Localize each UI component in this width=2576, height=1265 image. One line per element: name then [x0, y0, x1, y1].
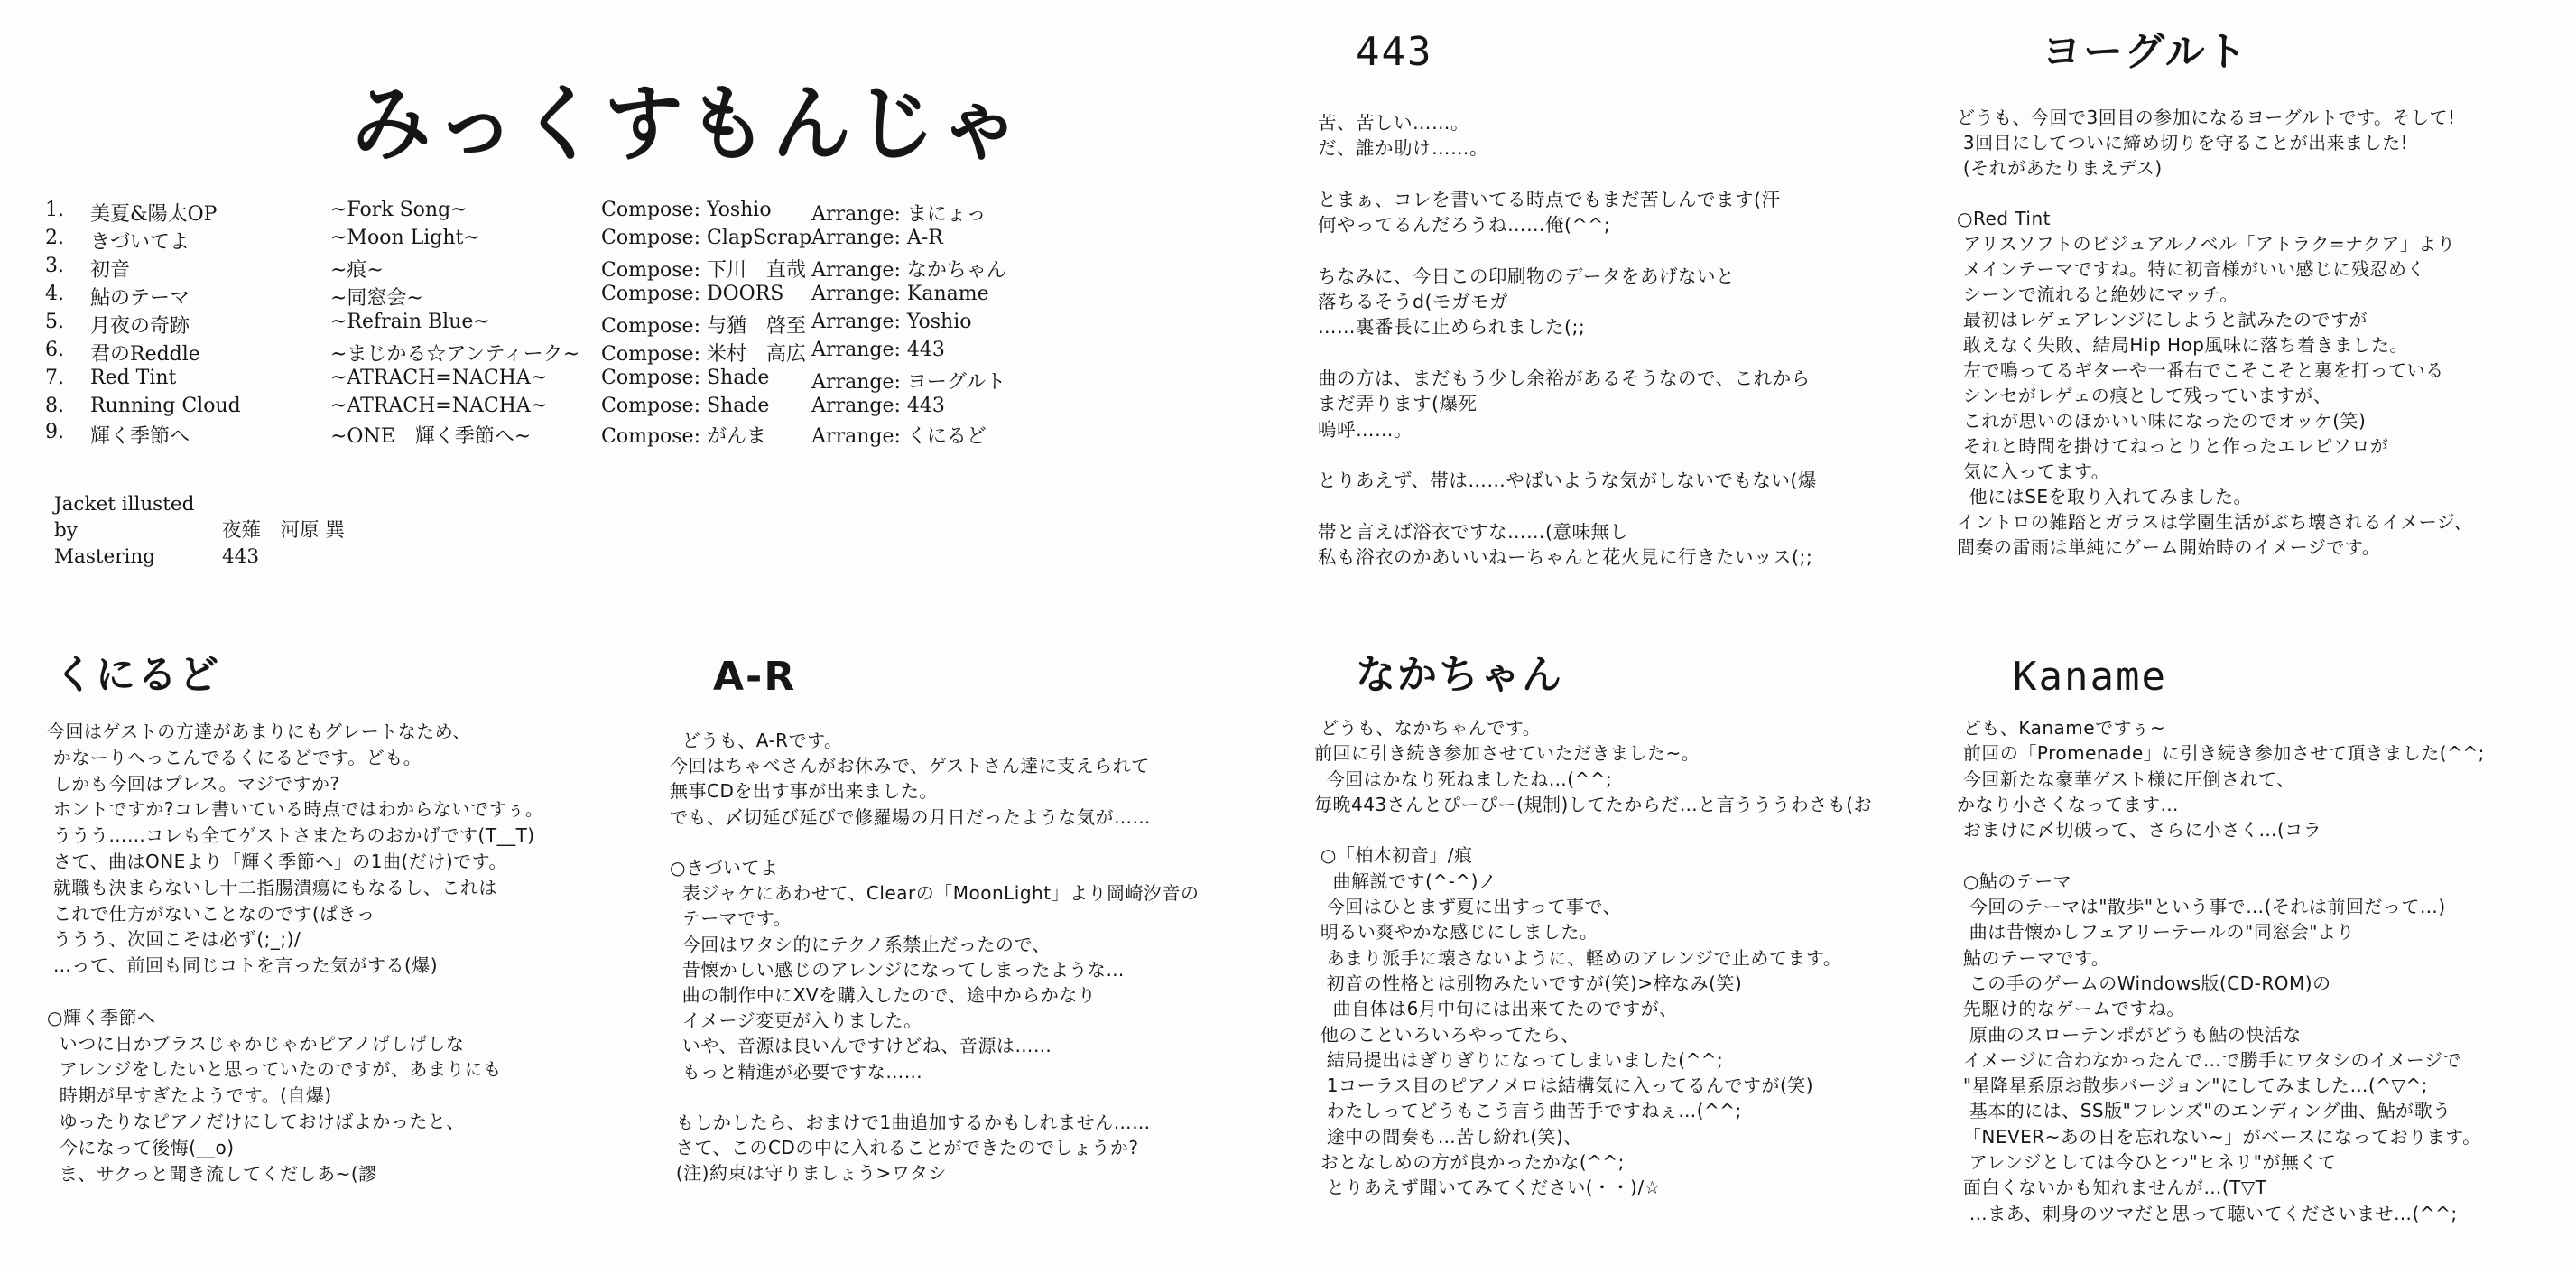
track-number: 6.: [45, 339, 64, 361]
track-title: Running Cloud: [90, 395, 241, 417]
section-body-yogurt: どうも、今回で3回目の参加になるヨーグルトです。そして! 3回目にしてついに締め切りを守ることが出来ました! (それがあたりまえデス) ○Red Tint アリスソフトのビジュアルノベル「アトラク=ナクア」より メインテーマですね。特に初音様がいい感じに残忍めく シーンで流れると絶妙にマッチ。 最初はレゲェアレンジにしようと試みたのですが 敢えなく失敗、結局Hip Hop風味に落ち着きました。 左で鳴ってるギターや一番右でこそこそと裏を打っている シンセがレゲェの痕として残っていますが、 これが思いのほかいい味になったのでオッケ(笑) それと時間を掛けてねっとりと作ったエレピソロが 気に入ってます。 他にはSEを取り入れてみました。 イントロの雑踏とガラスは学園生活がぶち壊されるイメージ、 間奏の雷雨は単純にゲーム開始時のイメージです。: [1957, 107, 2473, 558]
track-source: ~ATRACH=NACHA~: [330, 395, 548, 417]
track-arranger: Arrange: A-R: [811, 227, 943, 249]
track-composer: Compose: 米村 高広: [601, 343, 806, 366]
track-number: 3.: [45, 255, 64, 277]
jacket-value: 夜薙 河原 巽: [222, 519, 345, 542]
track-composer: Compose: ClapScrap: [601, 227, 812, 249]
track-row: [45, 421, 1006, 449]
track-row: [45, 283, 1006, 311]
track-composer: Compose: 下川 直哉: [601, 259, 806, 282]
track-arranger: Arrange: なかちゃん: [811, 259, 1006, 282]
mastering-label: Mastering: [54, 545, 155, 568]
track-arranger: Arrange: 443: [811, 395, 945, 417]
track-source: ~Moon Light~: [330, 227, 480, 249]
track-number: 8.: [45, 395, 64, 417]
track-row: [45, 255, 1006, 283]
track-row: [45, 367, 1006, 395]
mastering-value: 443: [222, 545, 260, 568]
track-number: 5.: [45, 311, 64, 333]
track-source: ~痕~: [330, 259, 384, 282]
section-body-ar: どうも、A-Rです。 今回はちゃべさんがお休みで、ゲストさん達に支えられて 無事CDを出す事が出来ました。 でも、〆切延び延びで修羅場の月日だったような気が…… ○きづいてよ 表ジャケにあわせて、Clearの「MoonLight」より岡崎汐音の テーマです。 今回はワタシ的にテクノ系禁止だったので、 昔懐かしい感じのアレンジになってしまったような… 曲の制作中にXVを購入したので、途中からかなり イメージ変更が入りました。 いや、音源は良いんですけどね、音源は…… もっと精進が必要ですな…… もしかしたら、おまけで1曲追加するかもしれません…… さて、このCDの中に入れることができたのでしょうか? (注)約束は守りましょう>ワタシ: [670, 730, 1200, 1185]
jacket-label: Jacket illusted by: [54, 493, 195, 542]
jacket-credit: [54, 491, 345, 544]
track-row: [45, 311, 1006, 339]
track-composer: Compose: 与猶 啓至: [601, 315, 806, 338]
track-title: 初音: [90, 259, 131, 282]
track-composer: Compose: DOORS: [601, 283, 784, 305]
track-composer: Compose: Shade: [601, 367, 770, 389]
track-title: 月夜の奇跡: [90, 315, 190, 338]
track-composer: Compose: Yoshio: [601, 199, 772, 221]
track-source: ~まじかる☆アンティーク~: [330, 343, 580, 366]
album-title: みっくすもんじゃ: [352, 76, 1024, 172]
track-title: 美夏&陽太OP: [90, 203, 218, 226]
track-row: [45, 339, 1006, 367]
track-row: [45, 227, 1006, 255]
section-heading-yogurt: ヨーグルト: [2042, 29, 2248, 75]
track-arranger: Arrange: くにるど: [811, 424, 987, 448]
section-heading-kunirudo: くにるど: [54, 652, 220, 698]
track-row: [45, 199, 1006, 227]
track-number: 9.: [45, 420, 64, 443]
track-list: [45, 199, 1006, 449]
section-body-kaname: ども、Kanameですぅ~ 前回の「Promenade」に引き続き参加させて頂きました(^^; 今回新たな豪華ゲスト様に圧倒されて、 かなり小さくなってます… おまけに〆切破って、さらに小さく…(コラ ○鮎のテーマ 今回のテーマは"散歩"という事で…(それは前回だって…) 曲は昔懐かしフェアリーテールの"同窓会"より 鮎のテーマです。 この手のゲームのWindows版(CD-ROM)の 先駆け的なゲームですね。 原曲のスローテンポがどうも鮎の快活な イメージに合わなかったんで…で勝手にワタシのイメージで "星降星系原お散歩バージョン"にしてみました…(^▽^; 基本的には、SS版"フレンズ"のエンディング曲、鮎が歌う 「NEVER~あの日を忘れない~」がベースになっております。 アレンジとしては今ひとつ"ヒネリ"が無くて 面白くないかも知れませんが…(T▽T …まあ、刺身のツマだと思って聴いてくださいませ…(^^;: [1957, 717, 2485, 1224]
track-number: 7.: [45, 367, 64, 389]
section-heading-nakachan: なかちゃん: [1356, 652, 1563, 698]
track-source: ~Fork Song~: [330, 199, 468, 221]
section-body-kunirudo: 今回はゲストの方達があまりにもグレートなため、 かなーりへっこんでるくにるどです。ども。 しかも今回はプレス。マジですか? ホントですか?コレ書いている時点ではわからないですぅ。 ううう……コレも全てゲストさまたちのおかげです(T__T) さて、曲はONEより「輝く季節へ」の1曲(だけ)です。 就職も決まらないし十二指腸潰瘍にもなるし、これは これで仕方がないことなのです(ぱきっ ううう、次回こそは必ず(;_;)/ …って、前回も同じコトを言った気がする(爆) ○輝く季節へ いつに日かブラスじゃかじゃかピアノげしげしな アレンジをしたいと思っていたのですが、あまりにも 時期が早すぎたようです。(自爆) ゆったりなピアノだけにしておけばよかったと、 今になって後悔(__o) ま、サクっと聞き流してくだしあ~(謬: [47, 721, 544, 1185]
track-number: 2.: [45, 227, 64, 249]
track-composer: Compose: Shade: [601, 395, 770, 417]
section-heading-443: 443: [1356, 29, 1433, 75]
track-source: ~同窓会~: [330, 287, 423, 310]
track-title: 鮎のテーマ: [90, 287, 190, 310]
track-arranger: Arrange: 443: [811, 339, 945, 361]
track-arranger: Arrange: Yoshio: [811, 311, 972, 333]
track-arranger: Arrange: Kaname: [811, 283, 989, 305]
section-body-nakachan: どうも、なかちゃんです。 前回に引き続き参加させていただきました~。 今回はかなり死ねましたね…(^^; 毎晩443さんとぴーぴー(規制)してたからだ…と言うううわさも(お ○「柏木初音」/痕 曲解説です(^-^)ノ 今回はひとまず夏に出すって事で、 明るい爽やかな感じにしました。 あまり派手に壊さないように、軽めのアレンジで止めてます。 初音の性格とは別物みたいですが(笑)>梓なみ(笑) 曲自体は6月中旬には出来てたのですが、 他のこといろいろやってたら、 結局提出はぎりぎりになってしまいました(^^; 1コーラス目のピアノメロは結構気に入ってるんですが(笑) わたしってどうもこう言う曲苦手ですねぇ…(^^; 途中の間奏も…苦し紛れ(笑)、 おとなしめの方が良かったかな(^^; とりあえず聞いてみてください(・・)/☆: [1314, 717, 1873, 1199]
track-title: きづいてよ: [90, 231, 190, 254]
section-heading-ar: A-R: [713, 654, 797, 700]
track-source: ~ATRACH=NACHA~: [330, 367, 548, 389]
section-body-443: 苦、苦しい……。 だ、誰か助け……。 とまぁ、コレを書いてる時点でもまだ苦しんでます(汗 何やってるんだろうね……俺(^^; ちなみに、今日この印刷物のデータをあげないと 落ちるそうd(モガモガ ……裏番長に止められました(;; 曲の方は、まだもう少し余裕があるそうなので、これから まだ弄ります(爆死 嗚呼……。 とりあえず、帯は……やばいような気がしないでもない(爆 帯と言えば浴衣ですな……(意味無し 私も浴衣のかあいいねーちゃんと花火見に行きたいッス(;;: [1318, 112, 1817, 569]
mastering-credit: [54, 544, 345, 570]
track-composer: Compose: がんま: [601, 424, 766, 448]
track-row: [45, 395, 1006, 421]
track-source: ~Refrain Blue~: [330, 311, 490, 333]
track-source: ~ONE 輝く季節へ~: [330, 424, 532, 448]
track-number: 4.: [45, 283, 64, 305]
track-title: 君のReddle: [90, 343, 200, 366]
section-heading-kaname: Kaname: [2013, 654, 2167, 700]
track-arranger: Arrange: ヨーグルト: [811, 371, 1006, 394]
track-title: Red Tint: [90, 367, 177, 389]
track-arranger: Arrange: まにょっ: [811, 203, 987, 226]
track-number: 1.: [45, 199, 64, 221]
credits: [54, 491, 345, 570]
track-title: 輝く季節へ: [90, 424, 190, 448]
